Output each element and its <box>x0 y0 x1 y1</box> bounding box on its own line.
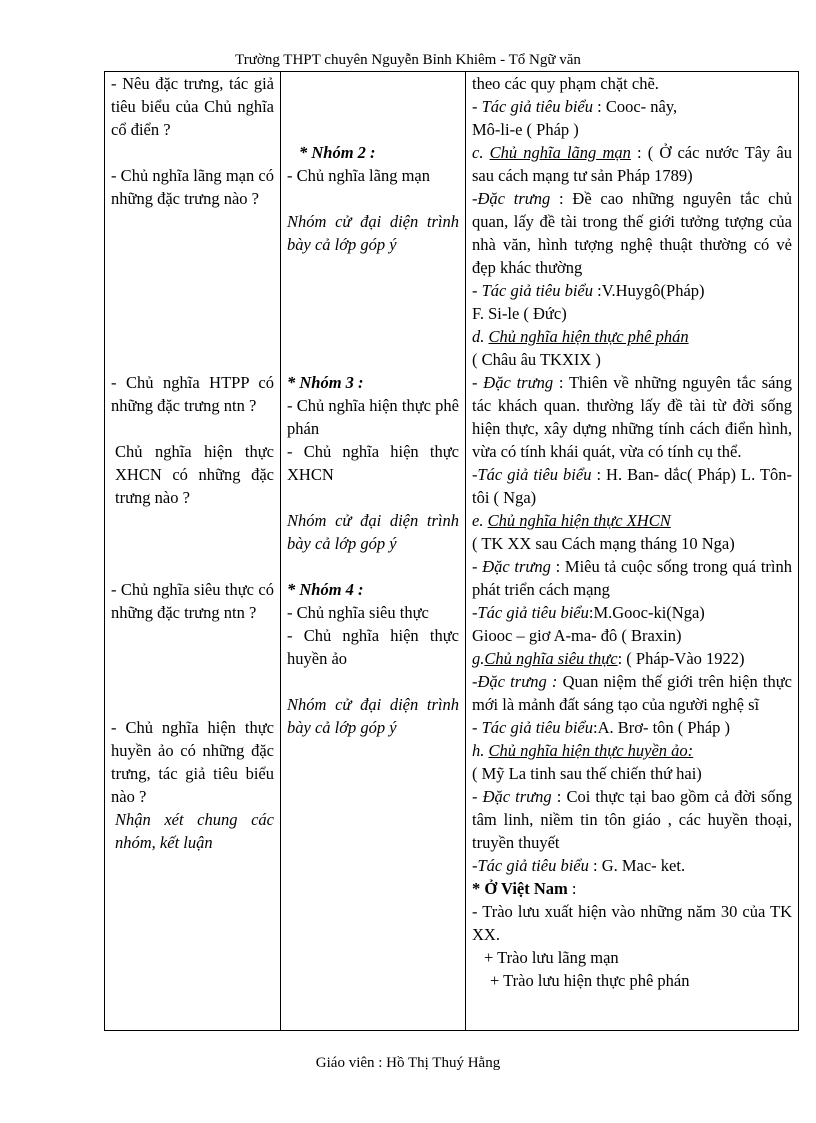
section-g-heading: g.Chủ nghĩa siêu thực: ( Pháp-Vào 1922) <box>472 649 745 668</box>
page-header: Trường THPT chuyên Nguyễn Bỉnh Khiêm - Tổ Ngữ văn <box>235 52 581 68</box>
section-e-authors-2: Giooc – giơ A-ma- đô ( Braxin) <box>472 626 682 645</box>
section-d-heading: d. Chủ nghĩa hiện thực phê phán <box>472 327 689 346</box>
group-column <box>281 72 466 1031</box>
section-e-traits: - Đặc trưng : Miêu tả cuộc sống trong quá trình phát triển cách mạng <box>472 557 792 599</box>
question-socialist-realism: Chủ nghĩa hiện thực XHCN có những đặc trưng nào ? <box>115 442 274 507</box>
content-column <box>466 72 799 1031</box>
section-c-authors: - Tác giả tiêu biểu :V.Huygô(Pháp) <box>472 281 705 300</box>
group-4-note: Nhóm cử đại diện trình bày cả lớp góp ý <box>287 695 459 737</box>
group-3-item-2: - Chủ nghĩa hiện thực XHCN <box>287 442 459 484</box>
page-footer: Giáo viên : Hồ Thị Thuý Hằng <box>315 1055 501 1071</box>
conclusion-note: Nhận xét chung các nhóm, kết luận <box>115 810 274 852</box>
table-row <box>105 72 799 1031</box>
vietnam-heading: * Ở Việt Nam : <box>472 879 577 898</box>
section-h-heading: h. Chủ nghĩa hiện thực huyền ảo: <box>472 741 694 760</box>
section-h-period: ( Mỹ La tinh sau thế chiến thứ hai) <box>472 764 702 783</box>
group-3-title: * Nhóm 3 : <box>287 373 364 392</box>
group-2-note: Nhóm cử đại diện trình bày cả lớp góp ý <box>287 212 459 254</box>
section-d-traits: - Đặc trưng : Thiên về những nguyên tắc sáng tác khách quan. thường lấy đề tài từ đời sống hiện thực, xây dựng những tính cách điển hình, vừa có tính khái quát, vừa có tính cụ thể. <box>472 373 792 461</box>
vietnam-item-2: + Trào lưu hiện thực phê phán <box>490 971 690 990</box>
group-3-item-1: - Chủ nghĩa hiện thực phê phán <box>287 396 459 438</box>
vietnam-text: - Trào lưu xuất hiện vào những năm 30 của TK XX. <box>472 902 792 944</box>
lesson-table <box>104 71 799 1031</box>
activity-column <box>105 72 281 1031</box>
group-2-title: * Nhóm 2 : <box>299 143 376 162</box>
question-magical-realism: - Chủ nghĩa hiện thực huyền ảo có những đặc trưng, tác giả tiêu biểu nào ? <box>111 718 274 806</box>
section-e-authors: -Tác giả tiêu biểu:M.Gooc-ki(Nga) <box>472 603 705 622</box>
classicism-authors-2: Mô-li-e ( Pháp ) <box>472 120 579 139</box>
classicism-rule: theo các quy phạm chặt chẽ. <box>472 74 659 93</box>
question-critical-realism: - Chủ nghĩa HTPP có những đặc trưng ntn ? <box>111 373 274 415</box>
section-c-authors-2: F. Si-le ( Đức) <box>472 304 567 323</box>
section-g-authors: - Tác giả tiêu biểu:A. Brơ- tôn ( Pháp ) <box>472 718 731 737</box>
section-h-authors: -Tác giả tiêu biểu : G. Mac- ket. <box>472 856 686 875</box>
section-c-traits: -Đặc trưng : Đề cao những nguyên tắc chủ quan, lấy đề tài trong thế giới tưởng tượng của nhà văn, hình tượng nghệ thuật thường có vẻ đẹp khác thường <box>472 189 792 277</box>
section-d-period: ( Châu âu TKXIX ) <box>472 350 601 369</box>
section-h-traits: - Đặc trưng : Coi thực tại bao gồm cả đời sống tâm linh, niềm tin tôn giáo , các huyền thoại, truyền thuyết <box>472 787 793 852</box>
question-classicism: - Nêu đặc trưng, tác giả tiêu biểu của Chủ nghĩa cổ điển ? <box>111 74 274 139</box>
group-4-title: * Nhóm 4 : <box>287 580 364 599</box>
question-surrealism: - Chủ nghĩa siêu thực có những đặc trưng ntn ? <box>111 580 274 622</box>
section-g-traits: -Đặc trưng : Quan niệm thế giới trên hiện thực mới là mảnh đất sáng tạo của người nghệ sĩ <box>472 672 792 714</box>
section-d-authors: -Tác giả tiêu biểu : H. Ban- dắc( Pháp) L. Tôn-tôi ( Nga) <box>472 465 792 507</box>
section-c-heading: c. Chủ nghĩa lãng mạn : ( Ở các nước Tây âu sau cách mạng tư sản Pháp 1789) <box>472 143 793 185</box>
group-3-note: Nhóm cử đại diện trình bày cả lớp góp ý <box>287 511 459 553</box>
question-romanticism: - Chủ nghĩa lãng mạn có những đặc trưng nào ? <box>111 166 274 208</box>
section-e-heading: e. Chủ nghĩa hiện thực XHCN <box>472 511 671 530</box>
group-4-item-1: - Chủ nghĩa siêu thực <box>287 603 429 622</box>
vietnam-item-1: + Trào lưu lãng mạn <box>484 948 619 967</box>
group-4-item-2: - Chủ nghĩa hiện thực huyền ảo <box>287 626 459 668</box>
classicism-authors: - Tác giả tiêu biểu : Cooc- nây, <box>472 97 678 116</box>
group-2-item: - Chủ nghĩa lãng mạn <box>287 166 430 185</box>
section-e-period: ( TK XX sau Cách mạng tháng 10 Nga) <box>472 534 735 553</box>
